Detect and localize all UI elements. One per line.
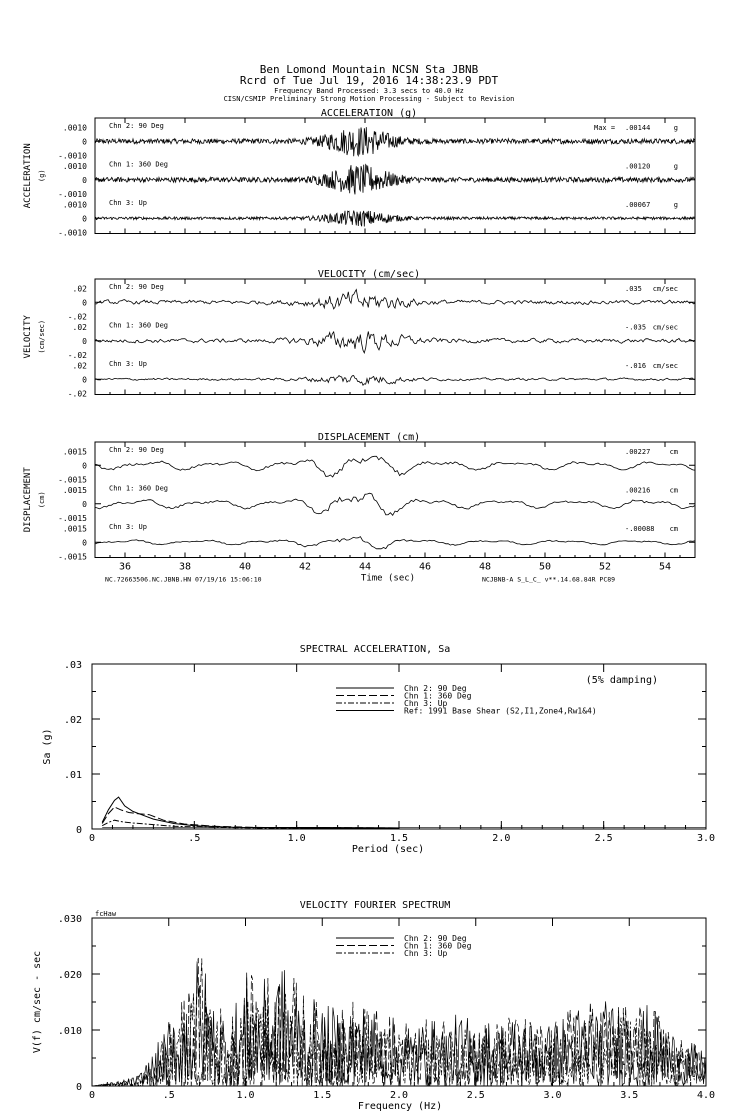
x-tick-label: 1.0 [236,1090,255,1101]
panel-frame [95,279,695,395]
legend-entry: Chn 2: 90 Deg [404,934,467,943]
legend-entry: Ref: 1991 Base Shear (S2,I1,Zone4,Rw1&4) [404,706,597,716]
x-tick-label: 52 [598,561,612,573]
velocity-panel [23,269,695,398]
panel-ylabel: DISPLACEMENT [23,467,33,533]
panel-title: VELOCITY (cm/sec) [317,269,421,280]
sa-series-2 [102,807,399,829]
y-tick-label: -.0010 [58,151,87,161]
x-tick-label: 0 [88,833,96,844]
x-axis-label: Period (sec) [351,844,425,855]
panel-yunit: (g) [38,169,46,183]
x-tick-label: 4.0 [696,1090,716,1101]
legend-entry: Chn 3: Up [404,699,448,708]
y-tick-label: 0 [82,538,87,548]
panel-title: DISPLACEMENT (cm) [317,432,421,443]
peak-value: -.00088 [625,525,655,533]
x-tick-label: 36 [118,561,132,573]
fs-title: VELOCITY FOURIER SPECTRUM [299,900,451,911]
trace-vel-ch1 [95,290,695,309]
x-tick-label: .5 [162,1090,175,1101]
spectral-acceleration-chart [42,644,715,855]
x-tick-label: 3.0 [696,833,716,844]
max-label: Max = [594,124,616,132]
x-tick-label: 42 [298,561,312,573]
channel-label: Chn 2: 90 Deg [109,122,164,130]
y-tick-label: .0015 [62,485,87,495]
peak-unit: cm/sec [652,323,678,332]
trace-acc-ch3 [95,211,695,227]
x-tick-label: 3.5 [620,1090,639,1101]
y-tick-label: .010 [57,1026,82,1037]
x-tick-label: 40 [238,561,252,573]
peak-unit: g [673,124,678,132]
y-tick-label: 0 [82,375,87,385]
y-tick-label: .03 [63,660,82,671]
header-band: Frequency Band Processed: 3.3 secs to 40.0 Hz [274,87,464,95]
y-tick-label: 0 [82,298,87,308]
x-tick-label: 38 [178,561,192,573]
panel-frame [95,442,695,558]
peak-unit: cm [669,448,678,456]
footer-right: NCJBNB-A S_L_C_ v**.14.68.84R PC89 [482,575,616,584]
y-tick-label: -.0015 [58,475,87,485]
peak-unit: cm [669,486,678,495]
header-processing: CISN/CSMIP Preliminary Strong Motion Processing - Subject to Revision [223,95,515,103]
sa-annotation: (5% damping) [585,675,658,686]
x-tick-label: 0 [88,1090,96,1101]
y-tick-label: -.0015 [58,513,87,523]
fs-series-2 [92,958,706,1086]
x-axis-label: Frequency (Hz) [357,1101,443,1112]
y-tick-label: -.02 [67,389,87,399]
x-axis-label: Time (sec) [360,573,416,584]
y-tick-label: .02 [63,715,82,726]
channel-label: Chn 1: 360 Deg [109,484,169,493]
channel-label: Chn 3: Up [109,199,147,207]
trace-dis-ch1 [95,456,695,477]
y-tick-label: .02 [72,284,87,294]
x-tick-label: 1.5 [389,833,409,844]
y-tick-label: 0 [75,1082,82,1093]
peak-unit: g [673,162,678,171]
x-tick-label: 48 [478,561,492,573]
y-tick-label: 0 [82,461,87,471]
y-tick-label: -.02 [67,312,87,322]
x-tick-label: 3.0 [543,1090,562,1101]
x-tick-label: 54 [658,561,672,573]
legend-entry: Chn 3: Up [404,949,448,958]
legend-entry: Chn 1: 360 Deg [404,941,472,951]
legend-entry: Chn 1: 360 Deg [404,691,472,701]
channel-label: Chn 1: 360 Deg [109,321,169,330]
sa-title: SPECTRAL ACCELERATION, Sa [299,644,451,655]
channel-label: Chn 3: Up [109,523,147,531]
x-tick-label: 2.5 [466,1090,485,1101]
x-tick-label: 2.0 [389,1090,409,1101]
x-tick-label: 1.5 [313,1090,332,1101]
x-tick-label: 50 [538,561,552,573]
x-tick-label: 1.0 [287,833,306,844]
acceleration-panel [23,108,695,237]
y-tick-label: -.0010 [58,189,87,199]
y-tick-label: .02 [72,322,87,332]
y-tick-label: .0010 [62,161,87,171]
footer-left: NC.72663506.NC.JBNB.HN 07/19/16 15:06:10 [105,575,262,584]
peak-unit: cm/sec [652,362,678,370]
y-tick-label: .0015 [62,447,87,457]
fourier-spectrum-chart [32,900,715,1112]
y-tick-label: -.0015 [58,552,87,562]
x-tick-label: 44 [358,561,372,573]
y-tick-label: .0010 [62,123,87,133]
y-tick-label: .0010 [62,200,87,210]
panel-title: ACCELERATION (g) [320,108,418,119]
y-tick-label: .0015 [62,524,87,534]
y-tick-label: -.02 [67,350,87,360]
y-tick-label: 0 [82,336,87,346]
channel-label: Chn 2: 90 Deg [109,446,164,454]
panel-ylabel: ACCELERATION [23,143,33,209]
x-tick-label: 2.5 [594,833,613,844]
channel-label: Chn 2: 90 Deg [109,283,164,291]
sa-frame [92,664,706,829]
peak-value: .00216 [625,486,651,495]
y-tick-label: 0 [82,499,87,509]
y-tick-label: .02 [72,361,87,371]
panel-yunit: (cm) [38,491,46,509]
x-tick-label: .5 [188,833,201,844]
trace-dis-ch3 [95,537,695,549]
y-tick-label: 0 [82,175,87,185]
y-tick-label: 0 [75,825,82,836]
y-tick-label: 0 [82,214,87,224]
header-station: Ben Lomond Mountain NCSN Sta JBNB [259,63,479,76]
peak-value: .00227 [625,448,651,456]
peak-value: -.016 [625,362,647,370]
trace-vel-ch2 [95,332,695,353]
header-record: Rcrd of Tue Jul 19, 2016 14:38:23.9 PDT [239,74,499,87]
trace-vel-ch3 [95,376,695,386]
peak-value: .00067 [625,201,651,209]
displacement-panel [23,432,695,584]
panel-yunit: (cm/sec) [38,319,46,354]
channel-label: Chn 3: Up [109,360,147,368]
peak-value: .035 [625,285,642,293]
y-tick-label: .01 [63,770,82,781]
channel-label: Chn 1: 360 Deg [109,160,169,169]
peak-value: .00120 [625,162,651,171]
y-tick-label: -.0010 [58,228,87,238]
trace-dis-ch2 [95,493,695,515]
y-tick-label: .020 [57,970,82,981]
peak-value: .00144 [625,124,651,132]
y-tick-label: .030 [57,914,82,925]
legend-entry: Chn 2: 90 Deg [404,684,467,693]
peak-value: -.035 [625,323,647,332]
peak-unit: cm [669,525,678,533]
x-tick-label: 46 [418,561,432,573]
fs-corner-label: fcHaw [95,910,117,918]
peak-unit: cm/sec [652,285,678,293]
panel-ylabel: VELOCITY [23,315,33,359]
y-axis-label: V(f) cm/sec - sec [32,950,43,1054]
peak-unit: g [673,201,678,209]
y-axis-label: Sa (g) [42,728,53,765]
x-tick-label: 2.0 [492,833,511,844]
y-tick-label: 0 [82,137,87,147]
